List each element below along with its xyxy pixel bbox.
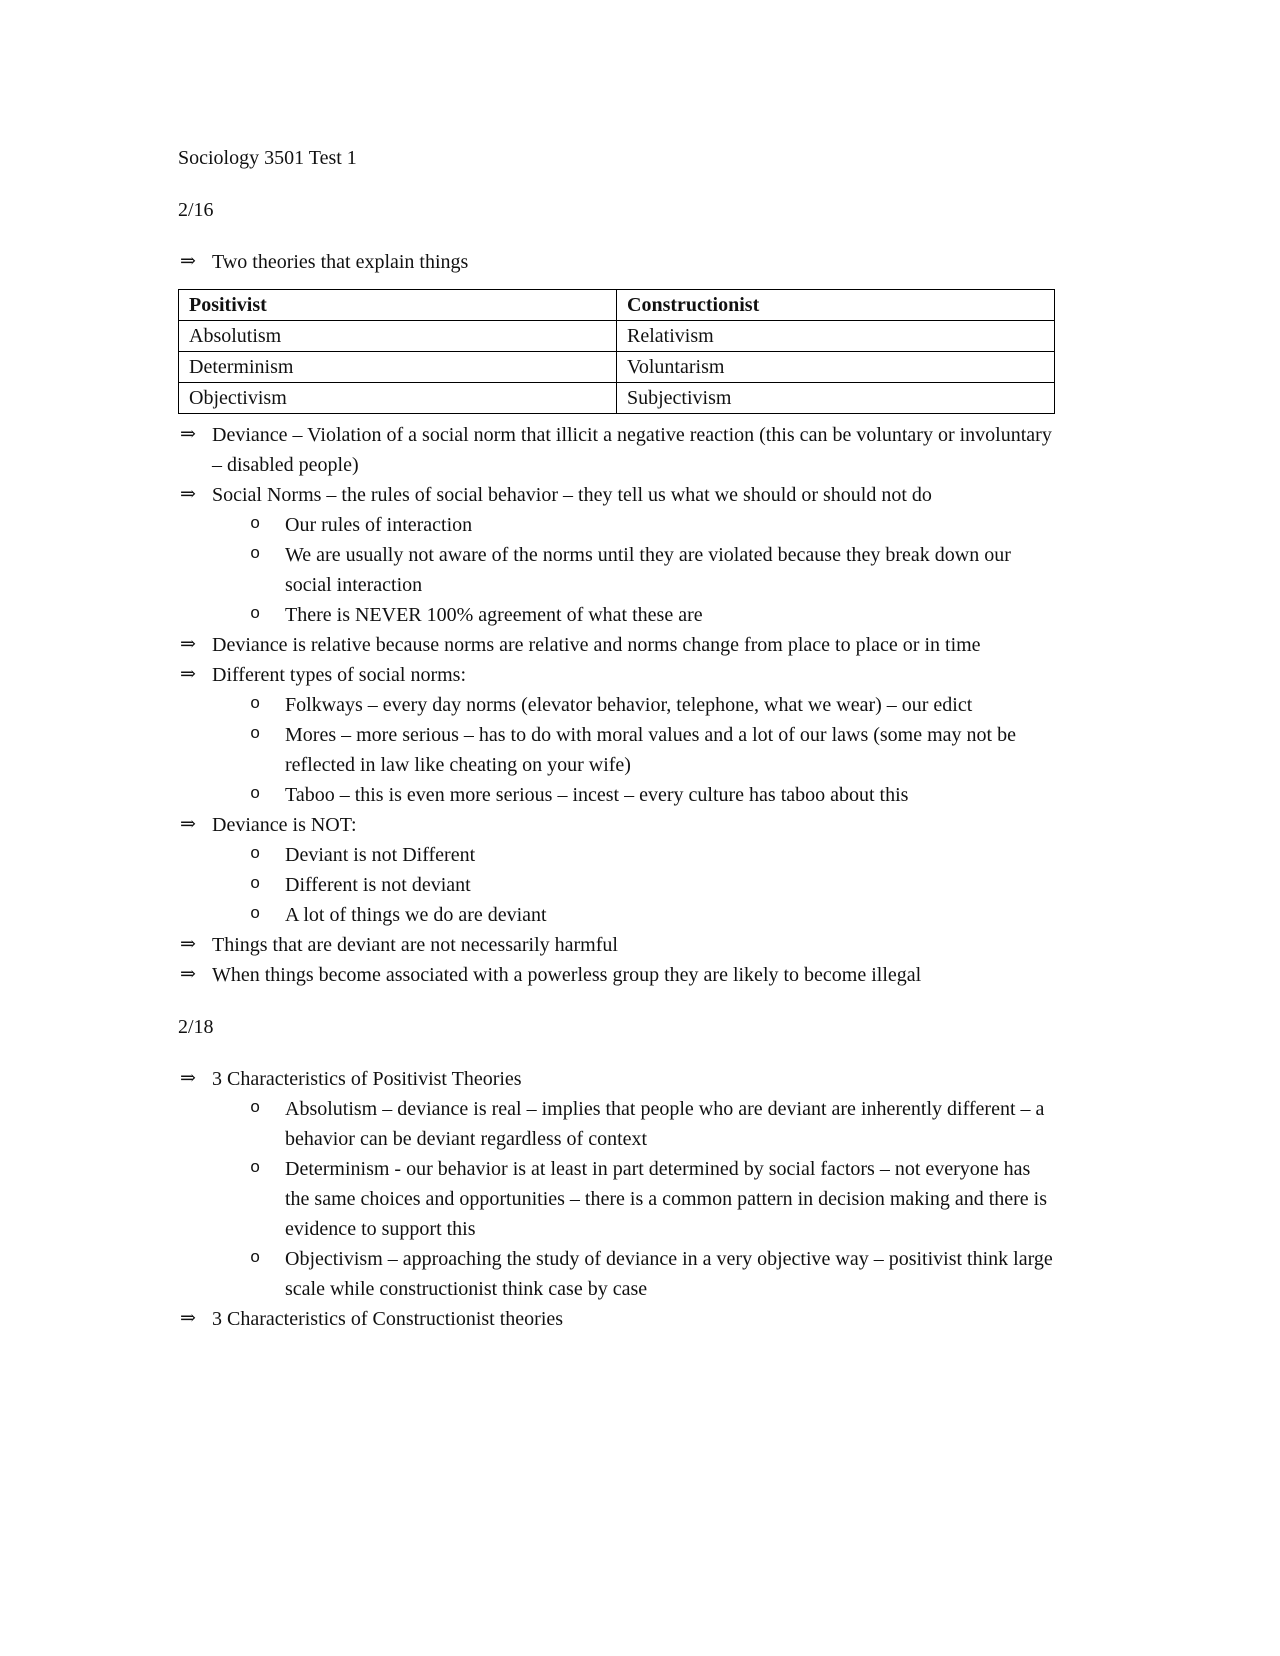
arrow-bullet-icon: ⇒ [180,964,196,985]
sub-bullet-item [178,510,1055,540]
arrow-bullet-icon: ⇒ [180,634,196,655]
circle-bullet-icon: o [250,905,261,924]
table-row [179,383,1055,414]
table-cell: Relativism [617,321,1055,352]
arrow-bullet-icon: ⇒ [180,251,196,272]
bullet-text: Deviance is NOT: [212,814,357,836]
bullet-text: Different types of social norms: [212,664,467,686]
theories-table [178,289,1055,414]
bullet-item [178,420,1055,480]
table-row [179,352,1055,383]
bullet-text: 3 Characteristics of Constructionist theories [212,1308,564,1330]
bullet-text: Folkways – every day norms (elevator behavior, telephone, what we wear) – our edict [285,694,973,716]
table-header-cell: Constructionist [617,290,1055,321]
circle-bullet-icon: o [250,1159,261,1178]
bullet-item [178,660,1055,690]
arrow-bullet-icon: ⇒ [180,484,196,505]
circle-bullet-icon: o [250,1249,261,1268]
circle-bullet-icon: o [250,515,261,534]
date-label: 2/16 [178,199,214,221]
table-cell: Subjectivism [617,383,1055,414]
circle-bullet-icon: o [250,875,261,894]
table-cell: Objectivism [179,383,617,414]
bullet-item [178,1064,1055,1094]
table-cell: Voluntarism [617,352,1055,383]
date-label: 2/18 [178,1016,214,1038]
bullet-text: We are usually not aware of the norms until they are violated because they break down our social interaction [285,544,1011,596]
bullet-text: Deviant is not Different [285,844,476,866]
bullet-text: Our rules of interaction [285,514,473,536]
bullet-item [178,247,1055,277]
table-cell: Determinism [179,352,617,383]
table-header-cell: Positivist [179,290,617,321]
bullet-text: Deviance – Violation of a social norm that illicit a negative reaction (this can be voluntary or involuntary – disabled people) [212,424,1052,476]
circle-bullet-icon: o [250,725,261,744]
bullet-item [178,960,1055,990]
arrow-bullet-icon: ⇒ [180,814,196,835]
circle-bullet-icon: o [250,605,261,624]
bullet-text: Different is not deviant [285,874,471,896]
bullet-text: Mores – more serious – has to do with moral values and a lot of our laws (some may not be reflected in law like cheating on your wife) [285,724,1016,776]
bullet-text: Absolutism – deviance is real – implies that people who are deviant are inherently different – a behavior can be deviant regardless of context [285,1098,1045,1150]
sub-bullet-item [178,780,1055,810]
table-row [179,321,1055,352]
bullet-item [178,930,1055,960]
sub-bullet-item [178,900,1055,930]
circle-bullet-icon: o [250,845,261,864]
bullet-text: Determinism - our behavior is at least in part determined by social factors – not everyone has the same choices and opportunities – there is a common pattern in decision making and there is evidence to support this [285,1158,1048,1240]
circle-bullet-icon: o [250,785,261,804]
document-content [178,143,1055,1334]
sub-bullet-item [178,840,1055,870]
bullet-text: When things become associated with a powerless group they are likely to become illegal [212,964,922,986]
bullet-text: Objectivism – approaching the study of deviance in a very objective way – positivist think large scale while constructionist think case by case [285,1248,1053,1300]
sub-bullet-item [178,600,1055,630]
page-title: Sociology 3501 Test 1 [178,147,357,169]
bullet-text: Things that are deviant are not necessarily harmful [212,934,618,956]
sub-bullet-item [178,870,1055,900]
bullet-text: There is NEVER 100% agreement of what these are [285,604,703,626]
sub-bullet-item [178,720,1055,780]
circle-bullet-icon: o [250,545,261,564]
sub-bullet-item [178,540,1055,600]
bullet-item [178,630,1055,660]
arrow-bullet-icon: ⇒ [180,1308,196,1329]
bullet-text: Deviance is relative because norms are relative and norms change from place to place or in time [212,634,981,656]
bullet-text: A lot of things we do are deviant [285,904,547,926]
sub-bullet-item [178,690,1055,720]
sub-bullet-item [178,1154,1055,1244]
bullet-text: Social Norms – the rules of social behavior – they tell us what we should or should not do [212,484,932,506]
bullet-item [178,480,1055,510]
table-header-row [179,290,1055,321]
circle-bullet-icon: o [250,1099,261,1118]
bullet-text: 3 Characteristics of Positivist Theories [212,1068,522,1090]
bullet-item [178,810,1055,840]
arrow-bullet-icon: ⇒ [180,1068,196,1089]
bullet-text: Taboo – this is even more serious – incest – every culture has taboo about this [285,784,909,806]
sub-bullet-item [178,1094,1055,1154]
arrow-bullet-icon: ⇒ [180,424,196,445]
bullet-item [178,1304,1055,1334]
arrow-bullet-icon: ⇒ [180,934,196,955]
sub-bullet-item [178,1244,1055,1304]
arrow-bullet-icon: ⇒ [180,664,196,685]
circle-bullet-icon: o [250,695,261,714]
bullet-text: Two theories that explain things [212,251,469,273]
table-cell: Absolutism [179,321,617,352]
